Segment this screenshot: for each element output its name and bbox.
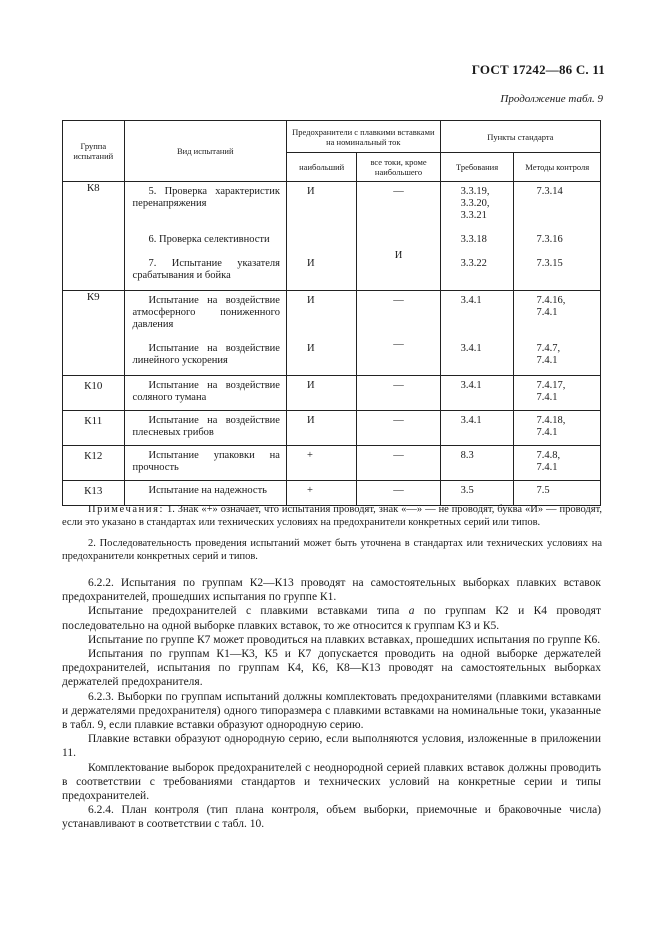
table-row xyxy=(63,481,601,506)
header-all-currents: все токи, кроме наибольшего xyxy=(357,153,440,182)
tests-table xyxy=(62,120,601,506)
requirements-cell xyxy=(440,376,514,411)
methods-cell xyxy=(514,411,601,446)
clause-ref: 3.4.1 xyxy=(460,295,482,306)
clause-ref: 7.3.16 xyxy=(536,234,563,245)
clause-ref: 7.5 xyxy=(536,485,550,496)
group-cell: К11 xyxy=(63,411,125,446)
test-name: 7. Испытание указателя срабатывания и бойка xyxy=(132,258,280,281)
max-current-cell xyxy=(286,446,356,481)
table-row xyxy=(63,376,601,411)
note-2: 2. Последовательность проведения испытаний может быть уточнена в стандартах или технических условиях на предохранители конкретных серий и типов. xyxy=(62,538,602,562)
mark: И xyxy=(306,343,315,354)
mark: И xyxy=(306,415,315,426)
paragraph: 6.2.3. Выборки по группам испытаний должны комплектовать предохранителями (плавкими вставками и держателями предохранителя) одного типоразмера с плавкими вставками на номинальные токи, указанные в табл. 9, если плавкие вставки образуют однородную серию. xyxy=(62,690,601,732)
paragraph xyxy=(62,604,601,632)
test-type-cell xyxy=(124,376,286,411)
methods-cell xyxy=(514,481,601,506)
methods-cell xyxy=(514,446,601,481)
mark: — xyxy=(393,415,404,426)
methods-cell xyxy=(514,376,601,411)
group-cell: К12 xyxy=(63,446,125,481)
paragraph-text: по группам К2 и К4 проводят последовательно на одной выборке плавких вставок, то же относится к группам К3 и К5. xyxy=(62,605,601,632)
clause-ref: 8.3 xyxy=(460,450,474,461)
all-currents-cell xyxy=(357,411,440,446)
mark: — xyxy=(393,339,404,350)
test-type-cell xyxy=(124,411,286,446)
mark: + xyxy=(306,450,313,461)
note-1-text: 1. Знак «+» означает, что испытания проводят, знак «—» — не проводят, буква «И» — проводят, если это указано в стандартах или технических условиях на предохранители конкретных серий или типов. xyxy=(62,504,603,528)
clause-ref: 3.4.1 xyxy=(460,415,482,426)
test-type-cell xyxy=(124,481,286,506)
requirements-cell xyxy=(440,182,514,291)
test-type-cell xyxy=(124,446,286,481)
paragraph: Плавкие вставки образуют однородную серию, если выполняются условия, изложенные в приложении 11. xyxy=(62,733,601,760)
paragraph: Комплектование выборок предохранителей с неоднородной серией плавких вставок должны проводить в соответствии с требованиями стандартов и технических условий на конкретные серии и типы предохранителей. xyxy=(62,761,601,803)
mark: — xyxy=(393,380,404,391)
clause-ref: 7.4.16, 7.4.1 xyxy=(536,295,566,318)
requirements-cell xyxy=(440,291,514,376)
clause-ref: 7.4.8, 7.4.1 xyxy=(536,450,561,473)
header-max-current: наибольший xyxy=(286,153,356,182)
mark: И xyxy=(306,380,315,391)
test-type-cell xyxy=(124,291,286,376)
mark: И xyxy=(394,250,403,261)
paragraph: Испытания по группам К1—К3, К5 и К7 допускается проводить на одной выборке держателей предохранителей, испытания по группам К4, К6, К8—К13 проводят на самостоятельных выборках держателей предохранителя. xyxy=(62,648,601,689)
group-cell: К13 xyxy=(63,481,125,506)
mark: И xyxy=(306,186,315,197)
mark: И xyxy=(306,295,315,306)
table-notes xyxy=(62,504,602,563)
clause-ref: 3.3.18 xyxy=(460,234,487,245)
test-name: Испытание на надежность xyxy=(148,485,267,496)
table-row xyxy=(63,182,601,291)
test-name: 6. Проверка селективности xyxy=(148,234,270,245)
mark: И xyxy=(306,258,315,269)
test-name: Испытание на воздействие соляного тумана xyxy=(132,380,280,403)
clause-ref: 7.4.18, 7.4.1 xyxy=(536,415,566,438)
test-name: Испытание на воздействие линейного ускорения xyxy=(132,343,280,366)
header-group: Группа испытаний xyxy=(63,121,125,182)
mark: + xyxy=(306,485,313,496)
table-row xyxy=(63,446,601,481)
clause-ref: 3.4.1 xyxy=(460,380,482,391)
clause-ref: 3.4.1 xyxy=(460,343,482,354)
mark: — xyxy=(393,295,404,306)
clause-ref: 3.5 xyxy=(460,485,474,496)
notes-label: Примечания: xyxy=(88,504,165,515)
test-type-cell xyxy=(124,182,286,291)
methods-cell xyxy=(514,182,601,291)
clause-ref: 3.3.19, 3.3.20, 3.3.21 xyxy=(460,186,490,221)
group-cell: К8 xyxy=(63,182,125,291)
clause-ref: 7.4.7, 7.4.1 xyxy=(536,343,561,366)
header-requirements: Требования xyxy=(440,153,514,182)
body-text xyxy=(62,576,601,832)
all-currents-cell xyxy=(357,291,440,376)
mark: — xyxy=(393,485,404,496)
clause-ref: 3.3.22 xyxy=(460,258,487,269)
requirements-cell xyxy=(440,481,514,506)
table-row xyxy=(63,291,601,376)
requirements-cell xyxy=(440,411,514,446)
standard-code: ГОСТ 17242—86 С. 11 xyxy=(471,62,605,77)
test-name: Испытание на воздействие плесневых грибов xyxy=(132,415,280,438)
max-current-cell xyxy=(286,376,356,411)
max-current-cell xyxy=(286,291,356,376)
header-test-type: Вид испытаний xyxy=(124,121,286,182)
max-current-cell xyxy=(286,411,356,446)
table-continuation-label: Продолжение табл. 9 xyxy=(500,93,603,105)
max-current-cell xyxy=(286,481,356,506)
all-currents-cell xyxy=(357,446,440,481)
test-name: Испытание упаковки на прочность xyxy=(132,450,280,473)
mark: — xyxy=(393,186,404,197)
header-fuses: Предохранители с плавкими вставками на номинальный ток xyxy=(286,121,440,153)
requirements-cell xyxy=(440,446,514,481)
clause-ref: 7.3.15 xyxy=(536,258,563,269)
group-cell: К9 xyxy=(63,291,125,376)
all-currents-cell xyxy=(357,481,440,506)
clause-ref: 7.3.14 xyxy=(536,186,563,197)
header-methods: Методы контроля xyxy=(514,153,601,182)
group-cell: К10 xyxy=(63,376,125,411)
mark: — xyxy=(393,450,404,461)
clause-ref: 7.4.17, 7.4.1 xyxy=(536,380,566,403)
all-currents-cell xyxy=(357,376,440,411)
max-current-cell xyxy=(286,182,356,291)
paragraph-italic: а xyxy=(408,605,415,618)
paragraph: Испытание по группе К7 может проводиться на плавких вставках, прошедших испытания по группе К6. xyxy=(88,633,601,646)
test-name: 5. Проверка характеристик перенапряжения xyxy=(132,186,280,209)
paragraph-text: Испытание предохранителей с плавкими вставками типа xyxy=(88,605,409,618)
test-name: Испытание на воздействие атмосферного пониженного давления xyxy=(132,295,280,330)
mark xyxy=(287,230,356,254)
note-1 xyxy=(62,504,602,529)
all-currents-cell xyxy=(357,182,440,291)
mark xyxy=(357,226,439,246)
header-standard-points: Пункты стандарта xyxy=(440,121,600,153)
paragraph: 6.2.4. План контроля (тип плана контроля, объем выборки, приемочные и браковочные числа) устанавливают в соответствии с табл. 10. xyxy=(62,804,601,831)
table-row xyxy=(63,411,601,446)
methods-cell xyxy=(514,291,601,376)
paragraph: 6.2.2. Испытания по группам К2—К13 проводят на самостоятельных выборках плавких вставок предохранителей, прошедших испытания по группе К1. xyxy=(62,577,601,604)
